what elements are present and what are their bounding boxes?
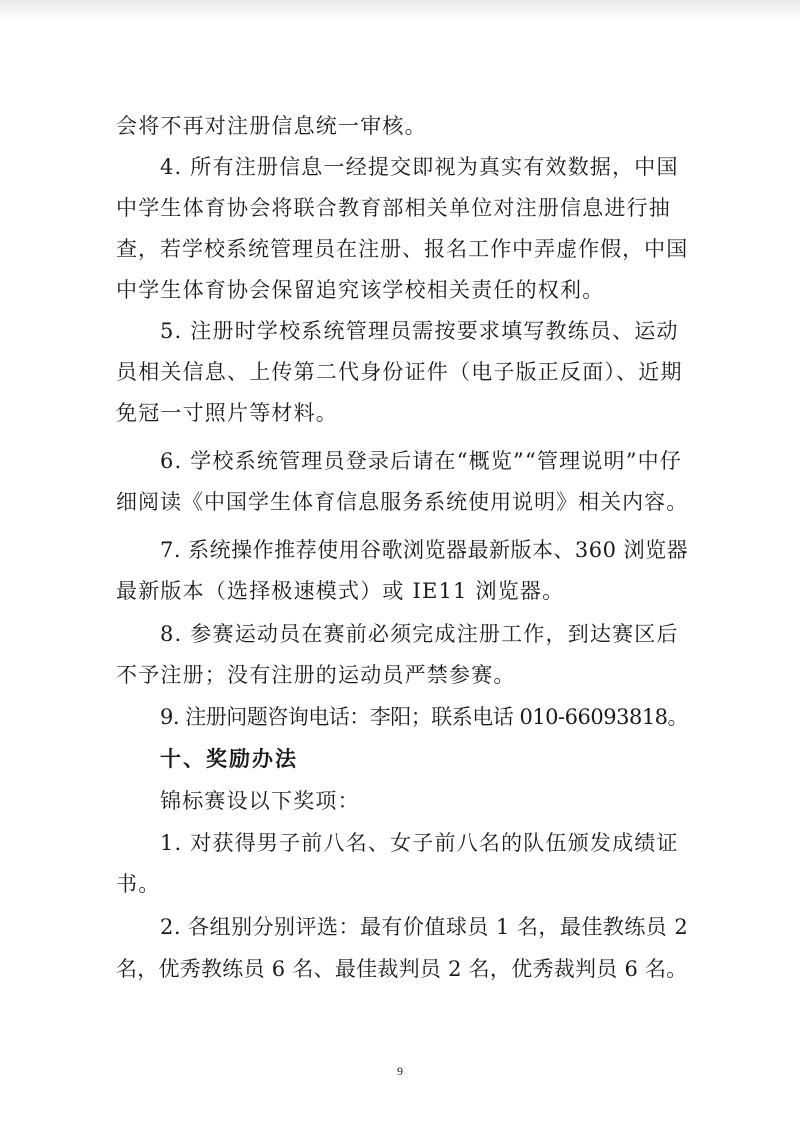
text-line: 会将不再对注册信息统一审核。: [116, 114, 427, 138]
text-line: 1. 对获得男子前八名、女子前八名的队伍颁发成绩证: [160, 831, 679, 855]
text-line: 中学生体育协会将联合教育部相关单位对注册信息进行抽: [116, 196, 671, 220]
text-line: 2. 各组别分别评选：最有价值球员 1 名，最佳教练员 2: [160, 915, 689, 939]
scan-shadow: [0, 0, 800, 22]
text-line: 中学生体育协会保留追究该学校相关责任的权利。: [116, 278, 605, 302]
text-line: 5. 注册时学校系统管理员需按要求填写教练员、运动: [160, 319, 679, 343]
text-line: 7. 系统操作推荐使用谷歌浏览器最新版本、360 浏览器: [160, 538, 689, 562]
text-line: 最新版本（选择极速模式）或 IE11 浏览器。: [116, 579, 565, 603]
page-number: 9: [397, 1064, 403, 1078]
text-line: 员相关信息、上传第二代身份证件（电子版正反面）、近期: [116, 360, 683, 384]
text-line: 细阅读《中国学生体育信息服务系统使用说明》相关内容。: [116, 490, 689, 514]
text-line: 6. 学校系统管理员登录后请在“概览”“管理说明”中仔: [160, 449, 683, 473]
text-line: 不予注册；没有注册的运动员严禁参赛。: [116, 663, 516, 687]
text-line: 免冠一寸照片等材料。: [116, 401, 338, 425]
section-heading: 十、奖励办法: [160, 747, 298, 771]
text-line: 书。: [116, 872, 161, 896]
text-line: 名，优秀教练员 6 名、最佳裁判员 2 名，优秀裁判员 6 名。: [116, 957, 688, 981]
text-line: 锦标赛设以下奖项：: [160, 789, 360, 813]
text-line: 9. 注册问题咨询电话：李阳；联系电话 010-66093818。: [160, 705, 689, 729]
text-line: 8. 参赛运动员在赛前必须完成注册工作，到达赛区后: [160, 622, 679, 646]
text-line: 查，若学校系统管理员在注册、报名工作中弄虚作假，中国: [116, 237, 689, 261]
text-line: 4. 所有注册信息一经提交即视为真实有效数据，中国: [160, 155, 679, 179]
